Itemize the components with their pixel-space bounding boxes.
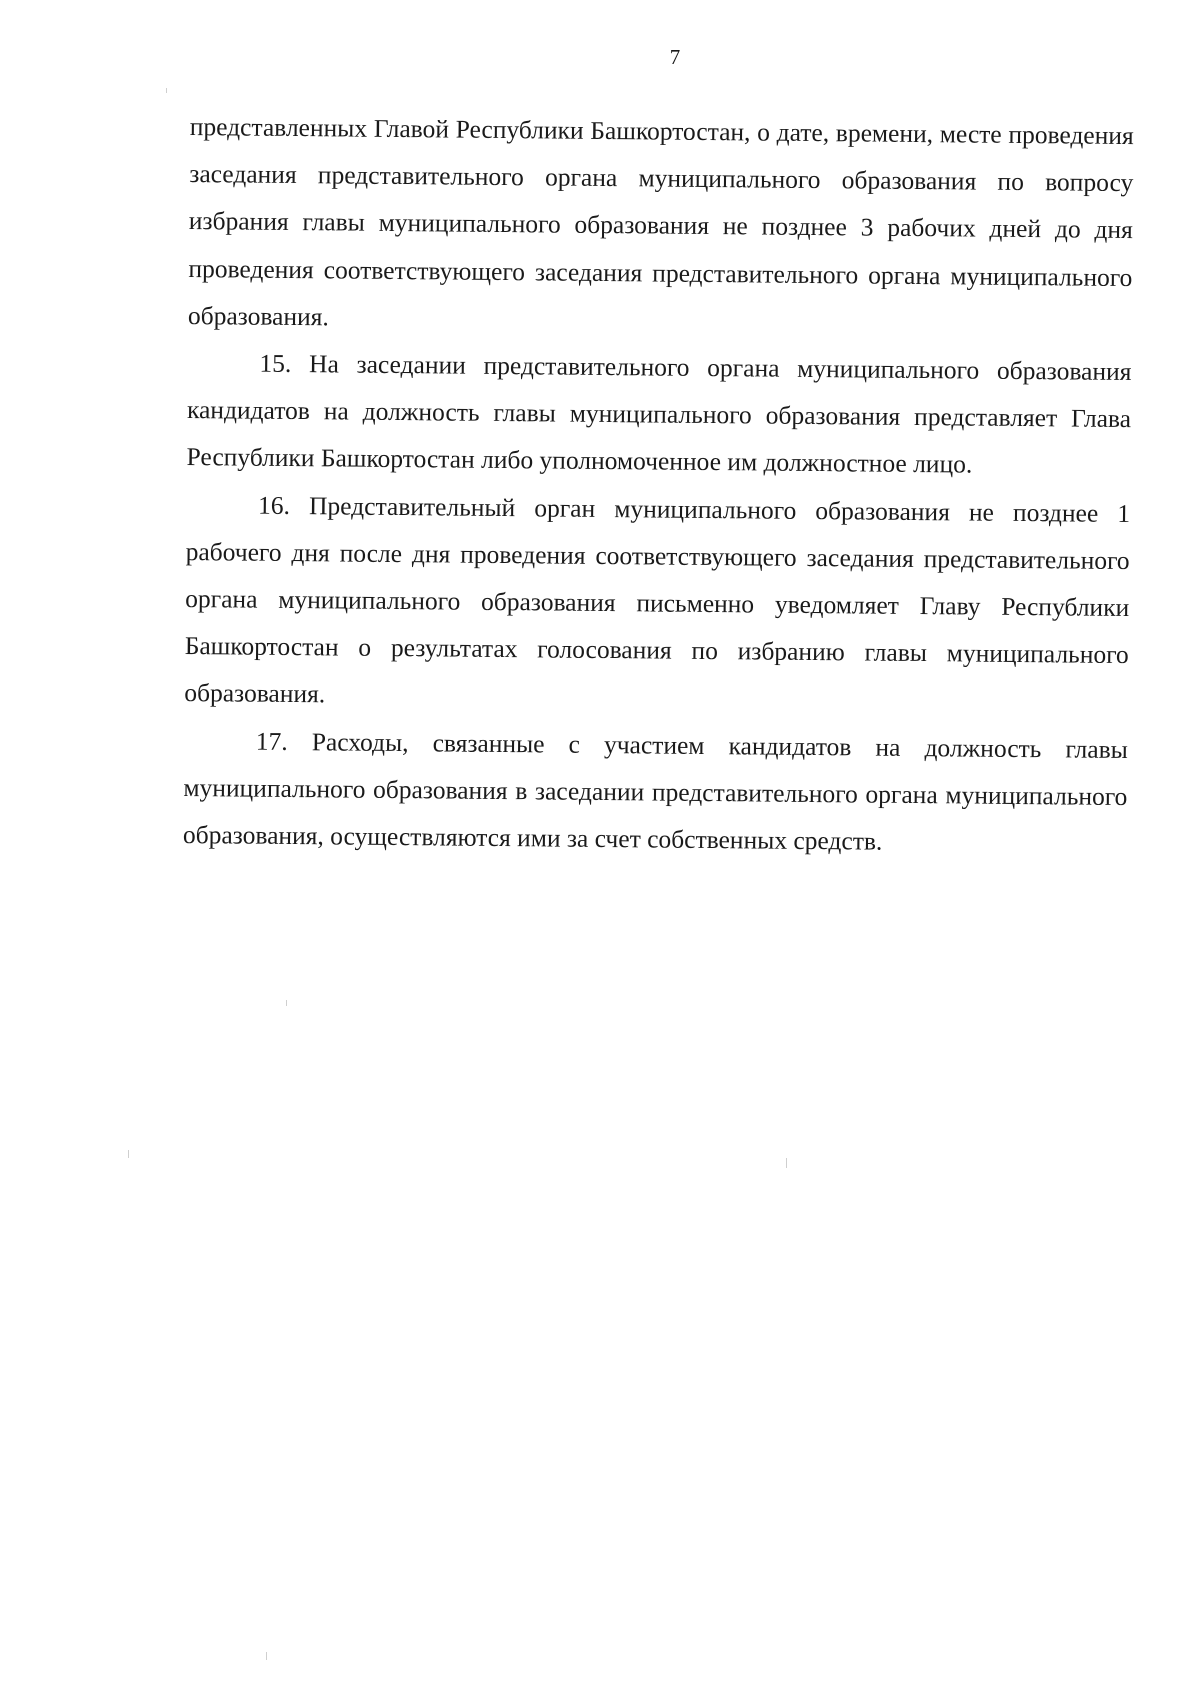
scan-speck [786, 1158, 787, 1168]
scan-speck [128, 1150, 129, 1158]
scan-speck [166, 88, 167, 93]
paragraph-16: 16. Представительный орган муниципального образования не позднее 1 рабочего дня после дня проведения соответствующего заседания представительного органа муниципального образования письменно уведомляет Главу Республики Башкортостан о результатах голосования по избранию главы муниципального образования. [184, 490, 1131, 709]
page-number: 7 [669, 45, 681, 69]
paragraph-15: 15. На заседании представительного органа муниципального образования кандидатов на должность главы муниципального образования представляет Глава Республики Башкортостан либо уполномоченное им должностное лицо. [186, 348, 1132, 479]
scan-speck [266, 1652, 267, 1660]
scan-speck [286, 1000, 287, 1006]
document-body [183, 103, 1134, 867]
paragraph-continuation: представленных Главой Республики Башкортостан, о дате, времени, месте проведения заседания представительного органа муниципального образования по вопросу избрания главы муниципального образования не позднее 3 рабочих дней до дня проведения соответствующего заседания представительного органа муниципального образования. [187, 111, 1134, 332]
paragraph-17: 17. Расходы, связанные с участием кандидатов на должность главы муниципального образования в заседании представительного органа муниципального образования, осуществляются ими за счет собственных средств. [182, 726, 1128, 856]
